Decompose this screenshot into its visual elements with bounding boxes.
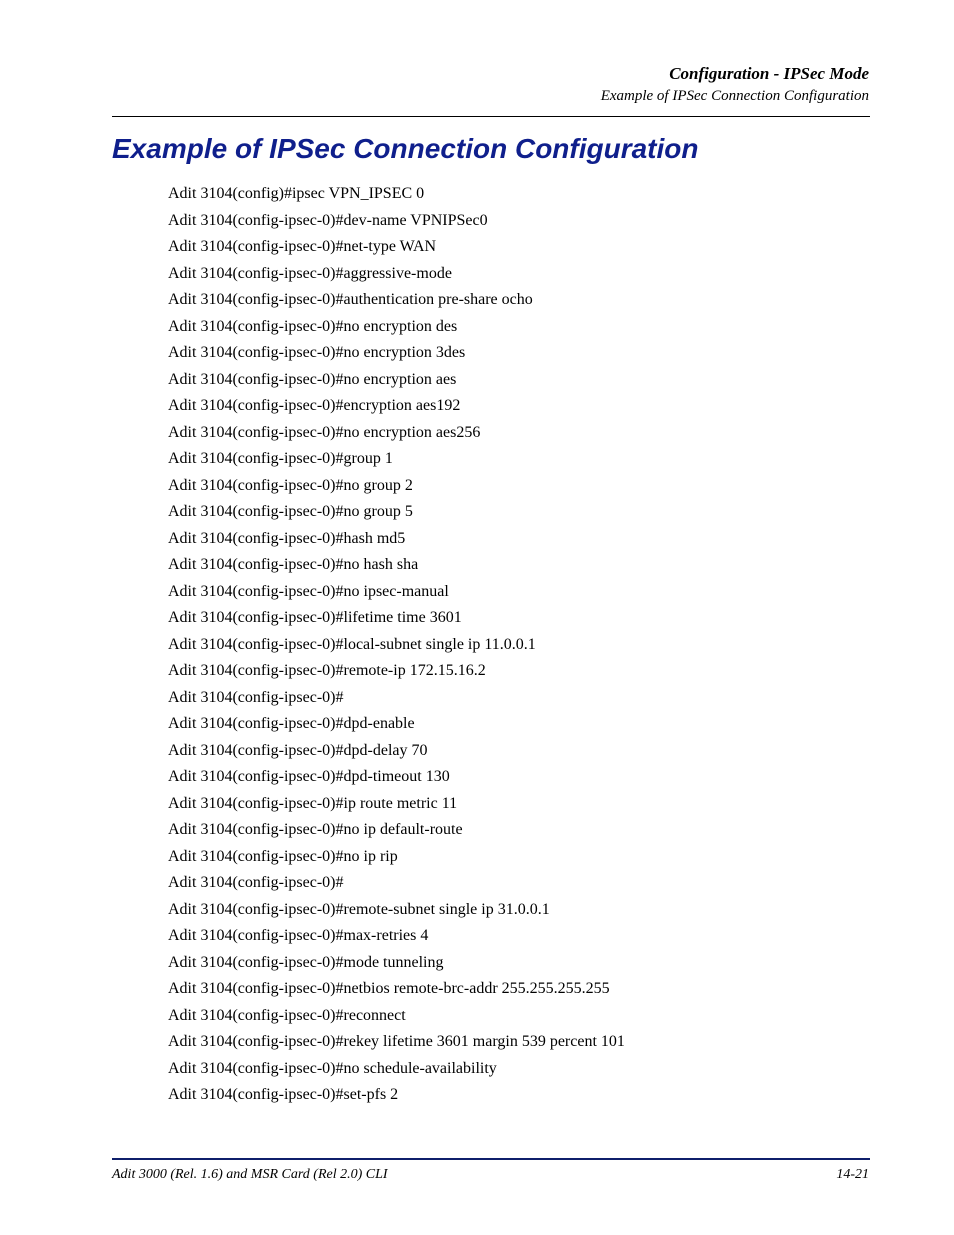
cli-command-line: Adit 3104(config-ipsec-0)#group 1	[168, 450, 393, 467]
header-divider	[112, 116, 870, 117]
cli-command-line: Adit 3104(config-ipsec-0)#netbios remote-brc-addr 255.255.255.255	[168, 980, 610, 997]
cli-command-line: Adit 3104(config-ipsec-0)#lifetime time 3601	[168, 609, 462, 626]
cli-command-line: Adit 3104(config-ipsec-0)#no group 5	[168, 503, 413, 520]
cli-command-line: Adit 3104(config-ipsec-0)#aggressive-mode	[168, 264, 452, 282]
cli-command-line: Adit 3104(config-ipsec-0)#remote-ip 172.15.16.2	[168, 662, 486, 679]
cli-command-line: Adit 3104(config-ipsec-0)#	[168, 688, 344, 706]
cli-command-line: Adit 3104(config-ipsec-0)#reconnect	[168, 1006, 406, 1024]
cli-command-line: Adit 3104(config-ipsec-0)#no schedule-availability	[168, 1059, 497, 1077]
header-chapter-title: Configuration - IPSec Mode	[669, 64, 869, 83]
cli-command-line: Adit 3104(config-ipsec-0)#mode tunneling	[168, 953, 444, 971]
footer-divider	[112, 1158, 870, 1160]
cli-command-line: Adit 3104(config-ipsec-0)#dev-name VPNIPSec0	[168, 211, 488, 229]
cli-command-line: Adit 3104(config-ipsec-0)#no ip default-route	[168, 821, 463, 838]
cli-command-line: Adit 3104(config-ipsec-0)#hash md5	[168, 529, 406, 547]
footer-document-title: Adit 3000 (Rel. 1.6) and MSR Card (Rel 2.0) CLI	[112, 1167, 388, 1182]
header-section-title: Example of IPSec Connection Configuration	[600, 88, 869, 104]
cli-command-line: Adit 3104(config-ipsec-0)#	[168, 874, 344, 891]
cli-command-list	[168, 181, 625, 1109]
cli-command-line: Adit 3104(config)#ipsec VPN_IPSEC 0	[168, 185, 425, 202]
running-header	[601, 62, 869, 106]
cli-command-line: Adit 3104(config-ipsec-0)#authentication pre-share ocho	[168, 291, 533, 308]
cli-command-line: Adit 3104(config-ipsec-0)#no ipsec-manual	[168, 582, 449, 600]
cli-command-line: Adit 3104(config-ipsec-0)#ip route metric 11	[168, 794, 458, 812]
cli-command-line: Adit 3104(config-ipsec-0)#no ip rip	[168, 847, 398, 865]
cli-command-line: Adit 3104(config-ipsec-0)#no hash sha	[168, 556, 419, 573]
cli-command-line: Adit 3104(config-ipsec-0)#local-subnet single ip 11.0.0.1	[168, 635, 536, 653]
cli-command-line: Adit 3104(config-ipsec-0)#no encryption aes	[168, 370, 457, 388]
cli-command-line: Adit 3104(config-ipsec-0)#max-retries 4	[168, 927, 429, 944]
cli-command-line: Adit 3104(config-ipsec-0)#no encryption 3des	[168, 344, 466, 361]
cli-command-line: Adit 3104(config-ipsec-0)#remote-subnet single ip 31.0.0.1	[168, 900, 550, 918]
page-title: Example of IPSec Connection Configuration	[112, 133, 699, 164]
footer-page-number: 14-21	[836, 1167, 869, 1182]
cli-command-line: Adit 3104(config-ipsec-0)#no encryption aes256	[168, 423, 481, 441]
cli-command-line: Adit 3104(config-ipsec-0)#no group 2	[168, 476, 413, 494]
cli-command-line: Adit 3104(config-ipsec-0)#no encryption des	[168, 317, 458, 335]
cli-command-line: Adit 3104(config-ipsec-0)#encryption aes192	[168, 397, 461, 414]
cli-command-line: Adit 3104(config-ipsec-0)#set-pfs 2	[168, 1086, 399, 1103]
cli-command-line: Adit 3104(config-ipsec-0)#dpd-enable	[168, 715, 415, 732]
cli-command-line: Adit 3104(config-ipsec-0)#net-type WAN	[168, 238, 437, 255]
cli-command-line: Adit 3104(config-ipsec-0)#dpd-delay 70	[168, 741, 428, 759]
cli-command-line: Adit 3104(config-ipsec-0)#dpd-timeout 130	[168, 768, 450, 785]
cli-command-line: Adit 3104(config-ipsec-0)#rekey lifetime 3601 margin 539 percent 101	[168, 1033, 625, 1050]
